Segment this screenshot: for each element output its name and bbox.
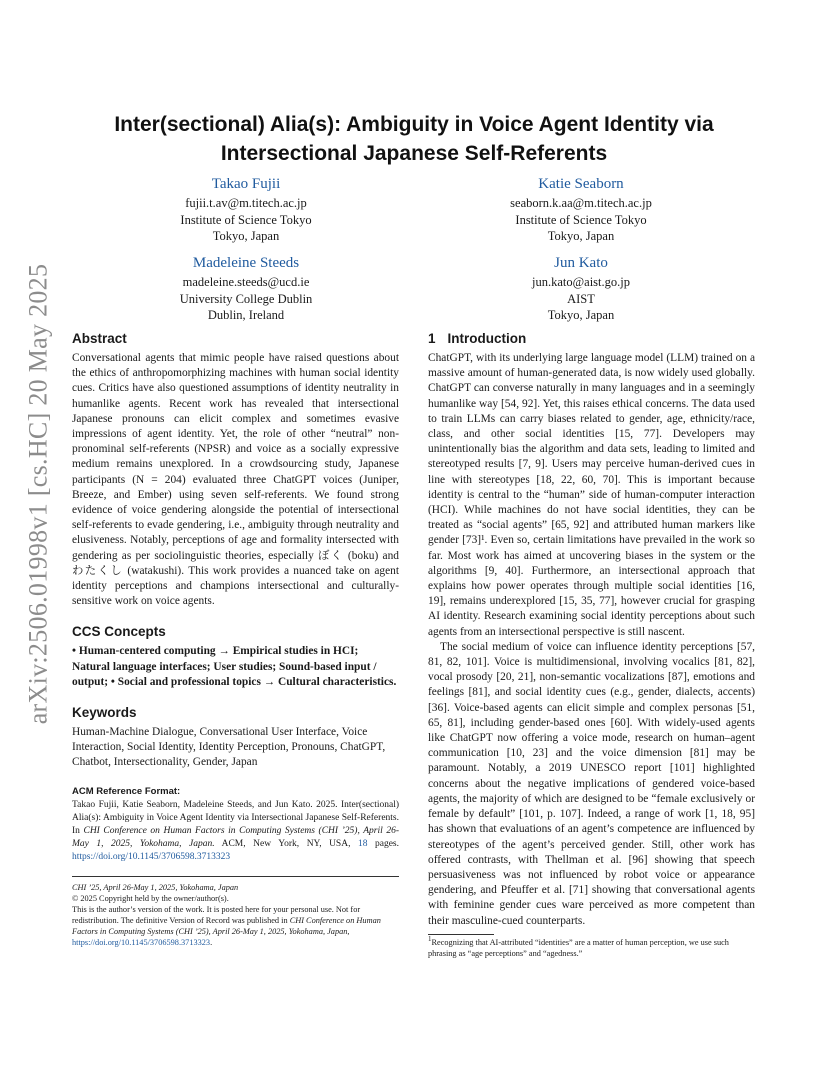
arxiv-identifier-stamp bbox=[8, 263, 68, 724]
paper-title: Inter(sectional) Alia(s): Ambiguity in Voice Agent Identity via Intersectional Japanese Self-Referents bbox=[114, 113, 714, 165]
right-column bbox=[428, 330, 755, 929]
author-name[interactable]: Katie Seaborn bbox=[538, 176, 624, 192]
ccs-concepts-text: • Human-centered computing → Empirical studies in HCI; Natural language interfaces; User studies; Sound-based input / output; • Social and professional topics → Cultural characteristics. bbox=[72, 645, 397, 688]
footnote bbox=[428, 937, 758, 959]
author-location: Dublin, Ireland bbox=[207, 308, 285, 322]
author-name[interactable]: Madeleine Steeds bbox=[192, 255, 300, 271]
acm-reference-format bbox=[72, 785, 399, 864]
author-location: Tokyo, Japan bbox=[547, 229, 615, 243]
footnote-mark: 1 bbox=[428, 935, 432, 944]
arxiv-id-text: arXiv:2506.01998v1 [cs.HC] 20 May 2025 bbox=[23, 263, 53, 724]
author-affiliation: AIST bbox=[567, 291, 595, 306]
author-location: Tokyo, Japan bbox=[212, 229, 280, 243]
reference-publisher: ACM, New York, NY, USA, bbox=[214, 838, 358, 849]
intro-paragraph-1: ChatGPT, with its underlying large language model (LLM) trained on a massive amount of human-generated data, is now widely used globally. ChatGPT can converse naturally in many languages and in a seemingly humanlike way [54, 92]. Yet, this raises ethical concerns. The data used to train LLMs can carry biases related to gender, age, ethnicity/race, class, and other social identities [15, 77]. Developers may unintentionally bias the algorithm and data sets, leading to limited and stereotyped results [7, 9]. Users may perceive human-derived cues in line with stereotypes [18, 22, 60, 70]. This is important because identity is central to the “human” side of human-computer interaction (HCI). While machines do not have social identities, they can be treated as “social agents” [65, 92] and attributed human markers like gender [73]¹. Even so, certain limitations have prevailed in the work so far. Most work has aimed at uncovering biases in the system or the algorithms [9, 40]. Furthermore, an intersectional approach that explains how power operates through multiple social identities [16, 19], remains underexplored [15, 35, 77], however crucial for grasping AI identity. Research examining social identity perceptions about such agents from an intersectional perspective is still nascent. bbox=[428, 352, 755, 638]
author-email: fujii.t.av@m.titech.ac.jp bbox=[185, 196, 307, 210]
version-notice-text: This is the author’s version of the work. It is posted here for your personal use. Not for redistribution. The definitive Version of Record was published in bbox=[72, 905, 361, 925]
copyright-notice bbox=[72, 882, 402, 948]
section-title: Introduction bbox=[447, 331, 527, 346]
conference-line: CHI ’25, April 26-May 1, 2025, Yokohama, Japan bbox=[72, 883, 239, 892]
left-column bbox=[72, 330, 399, 864]
reference-pages-link[interactable]: 18 bbox=[357, 838, 368, 849]
version-end: . bbox=[210, 938, 213, 947]
reference-format-heading: ACM Reference Format: bbox=[72, 785, 181, 797]
keywords-heading: Keywords bbox=[72, 705, 137, 721]
author-email: seaborn.k.aa@m.titech.ac.jp bbox=[510, 196, 652, 210]
author-email: jun.kato@aist.go.jp bbox=[532, 275, 630, 289]
reference-format-text bbox=[72, 799, 399, 864]
author-block-4 bbox=[471, 253, 691, 324]
reference-doi-link[interactable]: https://doi.org/10.1145/3706598.3713323 bbox=[72, 851, 231, 862]
abstract-heading: Abstract bbox=[72, 331, 127, 346]
version-notice bbox=[72, 904, 402, 948]
intro-paragraph-2: The social medium of voice can influence identity perceptions [57, 81, 82, 101]. Voice is multidimensional, involving vocalics [81, 82], vocal prosody [20, 21], non-semantic vocalizations [87], emotions and feelings [81], and social identity cues (e.g., gender, dialects, accents) [36]. Voice-based agents can elicit simple and complex personas [51, 65, 81], including gender-based ones [60]. With widely-used agents like ChatGPT now offering a voice mode, research on human–agent communication [10, 23] and the voice dimension [81] may be paramount. Notably, a 2019 UNESCO report [101] highlighted concerns about the negative implications of gendered voice-based agents, the majority of which are designed to be “female exclusively or female by default” [101, p. 107]. Indeed, a range of work [1, 18, 95] has shown that evaluations of an agent’s competence are influenced by stereotypes of the agent’s perceived gender. Still, other work has offered contrasts, with Thellman et al. [96] showing that speech persuasiveness was not influenced by robot voice or appearance gendering, and Pfeuffer et al. [71] showing that conversational agents with feminine gender cues ware perceived as more competent than their masculine-cued counterparts. bbox=[428, 640, 755, 927]
version-doi-link[interactable]: https://doi.org/10.1145/3706598.3713323 bbox=[72, 938, 211, 947]
version-separator: , bbox=[347, 927, 350, 936]
footnote-text: Recognizing that AI-attributed “identities” are a matter of human perception, we use such phrasing as “age perceptions” and “agedness.” bbox=[428, 938, 729, 958]
section-number: 1 bbox=[428, 331, 436, 346]
notice-divider bbox=[72, 876, 399, 877]
author-name[interactable]: Takao Fujii bbox=[211, 176, 281, 192]
author-block-2 bbox=[471, 174, 691, 245]
reference-venue: CHI Conference on Human Factors in Computing Systems (CHI ’25), April 26-May 1, 2025, Yokohama, Japan. bbox=[72, 825, 399, 849]
author-affiliation: Institute of Science Tokyo bbox=[515, 212, 647, 227]
introduction-heading bbox=[428, 330, 755, 348]
ccs-heading: CCS Concepts bbox=[72, 624, 166, 640]
reference-body: Takao Fujii, Katie Seaborn, Madeleine Steeds, and Jun Kato. 2025. Inter(sectional) Alia(s): Ambiguity in Voice Agent Identity via Intersectional Japanese Self-Referents. In bbox=[72, 799, 399, 836]
author-name[interactable]: Jun Kato bbox=[554, 255, 608, 271]
author-affiliation: University College Dublin bbox=[179, 291, 313, 306]
author-location: Tokyo, Japan bbox=[547, 308, 615, 322]
copyright-line: © 2025 Copyright held by the owner/author(s). bbox=[72, 894, 229, 903]
author-affiliation: Institute of Science Tokyo bbox=[180, 212, 312, 227]
version-venue: CHI Conference on Human Factors in Computing Systems (CHI ’25), April 26-May 1, 2025, Yokohama, Japan bbox=[72, 916, 381, 936]
author-block-3 bbox=[136, 253, 356, 324]
footnote-divider bbox=[428, 934, 494, 935]
author-block-1 bbox=[136, 174, 356, 245]
reference-pages-suffix: pages. bbox=[367, 838, 399, 849]
abstract-text: Conversational agents that mimic people have raised questions about the ethics of anthropomorphizing machines with human social identity cues. Critics have also questioned assumptions of identity neutrality in humanlike agents. Recent work has revealed that intersectional Japanese pronouns can elicit complex and sometimes evasive impressions of agent identity. Yet, the role of other “neutral” non-pronominal self-referents (NPSR) and voice as a socially expressive medium remains unexplored. In a crowdsourcing study, Japanese participants (N = 204) evaluated three ChatGPT voices (Juniper, Breeze, and Ember) using seven self-referents. We found strong evidence of voice gendering alongside the potential of intersectional self-referents to evade gendering, i.e., ambiguity through neutrality and elusiveness. Notably, perceptions of age and formality intersected with gendering as per sociolinguistic theories, especially ぼく (boku) and わたくし (watakushi). This work provides a nuanced take on agent identity perceptions and champions intersectional and culturally-sensitive work on voice agents. bbox=[72, 352, 399, 608]
keywords-text: Human-Machine Dialogue, Conversational User Interface, Voice Interaction, Social Identity, Identity Perception, Pronouns, ChatGPT, Chatbot, Intersectionality, Gender, Japan bbox=[72, 726, 386, 769]
author-email: madeleine.steeds@ucd.ie bbox=[182, 275, 310, 289]
